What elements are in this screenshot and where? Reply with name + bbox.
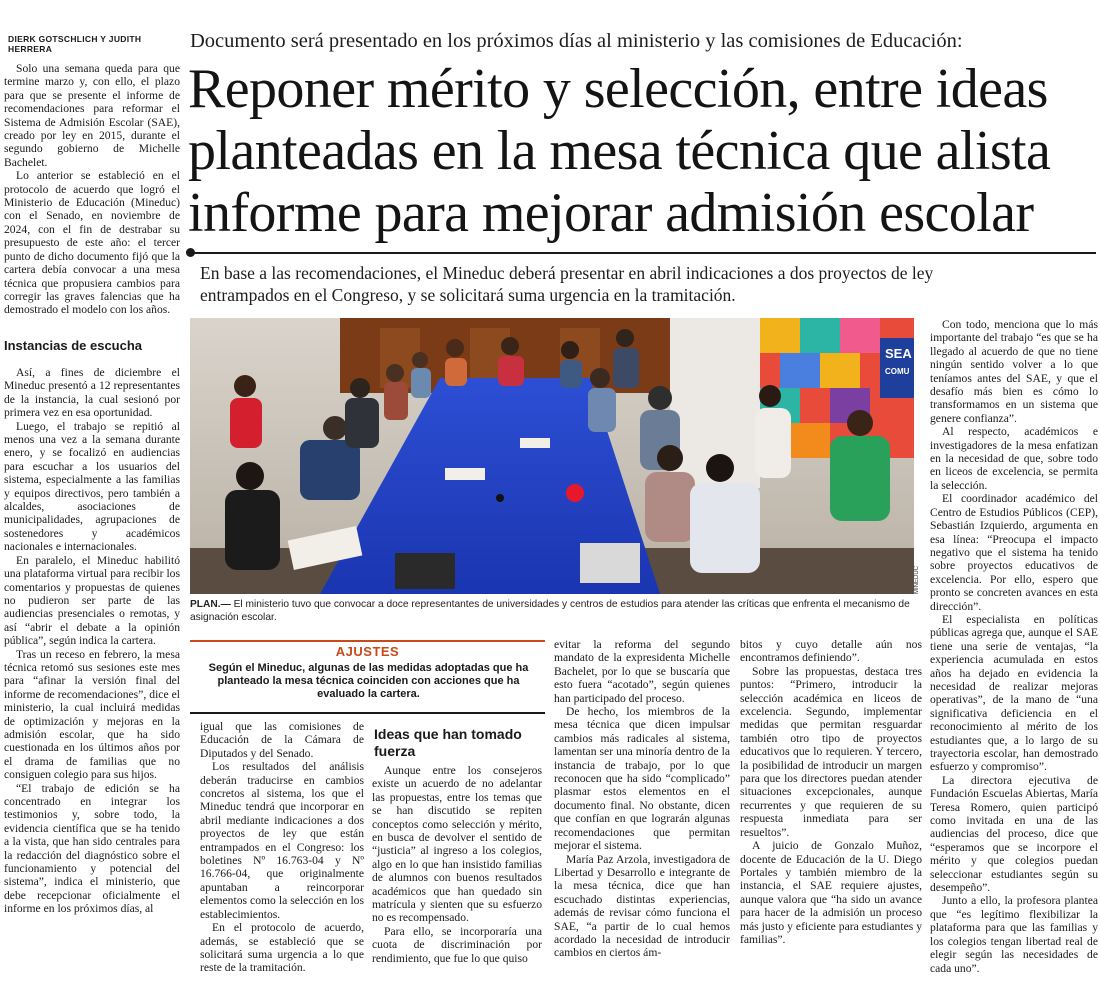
column-5 xyxy=(740,638,922,946)
column-2 xyxy=(200,720,364,975)
paragraph: Al respecto, académicos e investigadores de la mesa enfatizan en la necesidad de que, sobre todo en liceos de excelencia, se permita la selección. xyxy=(930,425,1098,492)
wall-sign: SEA xyxy=(885,346,912,361)
paragraph: bitos y cuyo detalle aún nos encontramos definiendo”. xyxy=(740,638,922,665)
paragraph: igual que las comisiones de Educación de la Cámara de Diputados y del Senado. xyxy=(200,720,364,760)
paragraph: En el protocolo de acuerdo, además, se estableció que se solicitará suma urgencia a lo que reste de la tramitación. xyxy=(200,921,364,975)
headline-rule xyxy=(188,252,1096,254)
ajustes-rule xyxy=(190,640,545,642)
laptop xyxy=(580,543,640,583)
column-1 xyxy=(4,62,180,317)
meeting-photo-illustration xyxy=(190,318,914,594)
column-4 xyxy=(554,638,730,960)
paragraph: Tras un receso en febrero, la mesa técnica retomó sus sesiones este mes para “afinar la versión final del informe de recomendaciones”, dice el ministerio, la cual incluirá medidas de optimización y mejoras en la admisión escolar, que ha sido cuestionada en los últimos años por el drama de familias que no consiguen colegio para sus hijos. xyxy=(4,647,180,782)
paragraph: Sobre las propuestas, destaca tres puntos: “Primero, introducir la selección académica en liceos de excelencia. Segundo, implementar medidas que permitan resguardar también otro tipo de proyectos educativos que lo requieren. Y tercero, la posibilidad de introducir un margen para que los directores puedan atender situaciones excepcionales, aunque recurrentes y que requieren de su respuesta inmediata para ser resueltos”. xyxy=(740,664,922,839)
caption-lead: PLAN.— xyxy=(190,599,231,610)
caption-text: El ministerio tuvo que convocar a doce representantes de universidades y centros de estudios para atender las críticas que enfrenta el mecanismo de asignación escolar. xyxy=(190,599,910,623)
paragraph: Luego, el trabajo se repitió al menos una vez a la semana durante enero, y se focalizó en audiencias para escuchar a los usuarios del sistema, especialmente a las familias y equipos directivos, pero también a alcaldes, asociaciones de municipalidades, agrupaciones de sostenedores y académicos nacionales e internacionales. xyxy=(4,419,180,554)
paragraph: La directora ejecutiva de Fundación Escuelas Abiertas, María Teresa Romero, quien participó como invitada en una de las audiencias del proceso, dice que “esperamos que se incorpore el mérito y que colegios puedan seleccionar estudiantes según su desempeño”. xyxy=(930,773,1098,895)
paragraph: El coordinador académico del Centro de Estudios Públicos (CEP), Sebastián Izquierdo, argumenta en esa línea: “Preocupa el impacto negativo que el sistema ha tenido sobre proyectos educativos de excelencia. Por ello, espero que pronto se concreten avances en esta dirección”. xyxy=(930,492,1098,613)
photo-caption xyxy=(190,598,920,624)
ajustes-text: Según el Mineduc, algunas de las medidas adoptadas que ha planteado la mesa técnica coinciden con acciones que ha evaluado la cartera. xyxy=(208,662,529,700)
column-3 xyxy=(372,764,542,965)
column-1b xyxy=(4,366,180,916)
ajustes-label: AJUSTES xyxy=(335,644,400,659)
kicker: Documento será presentado en los próximos días al ministerio y las comisiones de Educación: xyxy=(190,30,963,52)
paragraph: En paralelo, el Mineduc habilitó una plataforma virtual para recibir los comentarios y propuestas de quienes no pudieron ser parte de las audiencias presenciales o remotas, y así “abrir el debate a la opinión pública”, según indica la cartera. xyxy=(4,553,180,648)
paper xyxy=(445,468,485,480)
deck: En base a las recomendaciones, el Mineduc deberá presentar en abril indicaciones a dos proyectos de ley entrampados en el Congreso, y se solicitará suma urgencia en la tramitación. xyxy=(200,263,934,305)
paragraph: A juicio de Gonzalo Muñoz, docente de Educación de la U. Diego Portales y también miembro de la instancia, el SAE requiere ajustes, aunque valora que “ha sido un avance para hacer de la admisión un proceso más justo y eficiente para estudiantes y familias”. xyxy=(740,839,922,946)
paragraph: María Paz Arzola, investigadora de Libertad y Desarrollo e integrante de la mesa técnica, dice que han escuchado distintas experiencias, además de revisar cómo funciona el SAE, “a partir de lo cual hemos acordado la necesidad de introducir cambios en ciertos ám- xyxy=(554,852,730,960)
ajustes-bottom-rule xyxy=(190,712,545,714)
byline: DIERK GOTSCHLICH Y JUDITH HERRERA xyxy=(8,34,142,54)
subhead-ideas: Ideas que han tomado fuerza xyxy=(374,726,522,759)
paragraph: evitar la reforma del segundo mandato de la expresidenta Michelle Bachelet, por lo que se buscaría que esto fuera “acotado”, según quienes han participado del proceso. xyxy=(554,638,730,705)
laptop xyxy=(395,553,455,589)
paragraph: Lo anterior se estableció en el protocolo de acuerdo que logró el Ministerio de Educación (Mineduc) con el Senado, en noviembre de 2024, con el fin de destrabar su presupuesto de este año: el tercer punto de dicho documento fijó que la cartera debía convocar a una mesa técnica que propusiera cambios para corregir las graves falencias que ha demostrado el modelo con los años. xyxy=(4,169,180,317)
paragraph: Así, a fines de diciembre el Mineduc presentó a 12 representantes de la instancia, la cual sesionó por primera vez en esa oportunidad. xyxy=(4,366,180,420)
paragraph: Junto a ello, la profesora plantea que “es legítimo flexibilizar la plataforma para que las familias y los colegios tengan libertad real de elegir según las necesidades de cada uno”. xyxy=(930,894,1098,975)
paragraph: Con todo, menciona que lo más importante del trabajo “es que se ha llegado al acuerdo de que no tiene ningún sentido volver a lo que teníamos antes del SAE, y que el desafío más bien es cómo lo transformamos en un sistema que genere confianza”. xyxy=(930,318,1098,425)
flower xyxy=(566,484,584,502)
wall-sign-2: COMU xyxy=(885,367,910,376)
paragraph: Los resultados del análisis deberán traducirse en cambios concretos al sistema, los que el Mineduc tendrá que incorporar en abril mediante indicaciones a dos proyectos de ley que están entrampados en el Congreso: los boletines Nº 16.763-04 y Nº 16.766-04, que originalmente apuntaban a reincorporar elementos como la selección en los establecimientos. xyxy=(200,760,364,921)
meeting-photo xyxy=(190,318,914,594)
paper xyxy=(520,438,550,448)
column-6 xyxy=(930,318,1098,975)
subhead-instancias: Instancias de escucha xyxy=(4,338,143,353)
paragraph: El especialista en políticas públicas agrega que, aunque el SAE tiene una serie de ventajas, “la experiencia acumulada en estos años ha dejado en evidencia la necesidad de realizar mejoras operativas”, de la mano de “una significativa deficiencia en el reconocimiento al mérito de los estudiantes que, a lo largo de su trayectoria escolar, han demostrado esfuerzo y compromiso”. xyxy=(930,612,1098,774)
photo-credit: MINEDUC xyxy=(914,566,920,594)
paragraph: Aunque entre los consejeros existe un acuerdo de no adelantar las propuestas, entre los temas que se han discutido se repiten conceptos como selección y mérito, en busca de devolver el sentido de “justicia” al ingreso a los colegios, algo en lo que han insistido familias de alumnos con buenos resultados académicos que han quedado sin matrícula y sienten que su esfuerzo no es recompensado. xyxy=(372,764,542,925)
paragraph: De hecho, los miembros de la mesa técnica que dicen impulsar cambios más radicales al sistema, lamentan ser una minoría dentro de la instancia de trabajo, por lo que reconocen que ha sido “complicado” plasmar estos elementos en el documento final. No obstante, dicen que confían en que lograrán algunas recomendaciones que permitan mejorar el sistema. xyxy=(554,705,730,853)
paragraph: “El trabajo de edición se ha concentrado en integrar los testimonios y, sobre todo, la evidencia científica que se ha tenido a la vista, que han sido centrales para la redacción del diagnóstico sobre el funcionamiento y potencial del sistema”, indica el ministerio, que debe recepcionar oficialmente el informe en los próximos días, al xyxy=(4,781,180,916)
paragraph: Para ello, se incorporaría una cuota de discriminación por rendimiento, que fue lo que quiso xyxy=(372,924,542,965)
paragraph: Solo una semana queda para que termine marzo y, con ello, el plazo para que se presente el informe de recomendaciones para reformar el Sistema de Admisión Escolar (SAE), creado por ley en 2015, durante el segundo gobierno de Michelle Bachelet. xyxy=(4,62,180,169)
headline: Reponer mérito y selección, entre ideas planteadas en la mesa técnica que alista informe para mejorar admisión escolar xyxy=(188,58,1051,244)
